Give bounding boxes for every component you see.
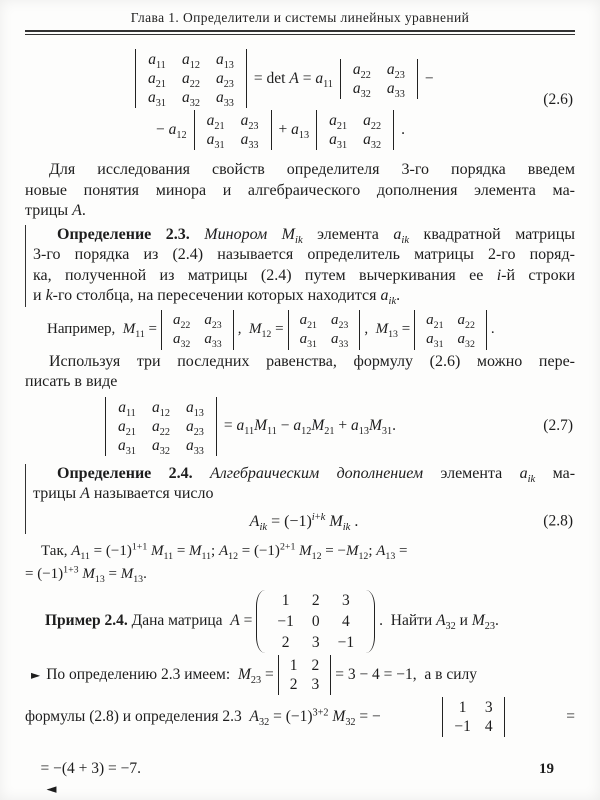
determinant-3x3: $a_{11}$ $a_{12}$ $a_{13}$ $a_{21}$ $a_{22}$ $a_{23}$ $a_{31}$ $a_{32}$ $a_{33}$ (105, 397, 217, 456)
solution-line-3 (25, 739, 575, 800)
solution-line-2 (25, 697, 575, 737)
determinant-minor-12: $a_{21}$ $a_{23}$ $a_{31}$ $a_{33}$ (194, 110, 272, 150)
definition-line: и k-го столбца, на пересечении которых находится $a_{ik}$. (33, 287, 401, 308)
paragraph-line: Используя три последних равенства, формулу (2.6) можно пере- (49, 352, 575, 370)
matrix-A-values: 1 2 3 −1 0 4 2 3 −1 (277, 591, 355, 651)
solution-text: По определению 2.3 имеем: $M_{23}$ = (46, 665, 274, 686)
equation-2-8-formula: $A_{ik} = (-1)^{i+k}$ $M_{ik}$ . (249, 511, 359, 533)
equation-2-6-period: . (401, 121, 405, 138)
definition-2-3-block (25, 225, 575, 307)
cofactor-line: Так, $A_{11} = (-1)^{1+1}$ $M_{11} = M_{11}$; $A_{12} = (-1)^{2+1}$ $M_{12} = -M_{12}$; $A_{13}$ = (41, 541, 408, 562)
determinant-minor-11: $a_{22}$ $a_{23}$ $a_{32}$ $a_{33}$ (340, 59, 418, 99)
cofactor-line: = $(-1)^{1+3}$ $M_{13} = M_{13}$. (25, 564, 147, 585)
intro-paragraph (25, 160, 575, 222)
solution-result: = −(4 + 3) = −7. (40, 759, 145, 777)
equation-number-2-7: (2.7) (543, 417, 573, 434)
minors-sep: , $M_{13}$ = (364, 321, 411, 340)
equation-number-2-6: (2.6) (543, 90, 573, 108)
paragraph-line: трицы A. (25, 202, 86, 219)
equation-2-6-lead2: − $a_{12}$ (156, 121, 187, 142)
minors-intro: Например, $M_{11}$ = (47, 321, 157, 340)
determinant-M13: $a_{21}$ $a_{22}$ $a_{31}$ $a_{32}$ (414, 310, 487, 350)
determinant-M12: $a_{21}$ $a_{23}$ $a_{31}$ $a_{33}$ (288, 310, 361, 350)
minors-period: . (490, 321, 495, 337)
example-task: . Найти $A_{32}$ и $M_{23}$. (379, 612, 499, 633)
solution-text: формулы (2.8) и определения 2.3 $A_{32} = (-1)^{3+2}$ $M_{32}$ = − (25, 706, 381, 728)
equation-2-6-line-2 (153, 110, 575, 150)
definition-line: Определение 2.4. Алгебраическим дополнением элемента $a_{ik}$ ма- (57, 464, 576, 485)
equation-number-2-8: (2.8) (543, 512, 573, 530)
header-rule (25, 30, 575, 35)
minors-example-line (47, 310, 575, 350)
matrix-A-parentheses (256, 590, 375, 653)
definition-line: Определение 2.3. Минором $M_{ik}$ элемента $a_{ik}$ квадратной матрицы (57, 225, 576, 246)
definition-line: ка, полученной из матрицы (2.4) путем вычеркивания ее i-й строки (33, 266, 576, 284)
chapter-header: Глава 1. Определители и системы линейных уравнений (130, 10, 470, 25)
left-parenthesis (256, 590, 266, 653)
solution-text: = (566, 707, 575, 725)
equation-2-6-minus: − (424, 69, 434, 87)
right-parenthesis (365, 590, 375, 653)
solution-start-marker: ► (31, 667, 41, 682)
example-2-4 (45, 590, 575, 653)
equation-2-7-rhs: = $a_{11}M_{11} - a_{12}M_{21} + a_{13}M_{31}$. (223, 417, 396, 438)
paragraph-line: новые понятия минора и алгебраического дополнения элемента ма- (25, 181, 575, 199)
determinant-minor-13: $a_{21}$ $a_{22}$ $a_{31}$ $a_{32}$ (316, 110, 394, 150)
equation-2-6-line-1 (131, 49, 575, 108)
equation-2-6-middle: = $\det A = a_{11}$ (253, 69, 333, 90)
page-number: 19 (539, 761, 554, 777)
paragraph-line: Для исследования свойств определителя 3-го порядка введем (49, 161, 575, 178)
definition-line: трицы A называется число (33, 485, 214, 502)
equation-2-6 (25, 49, 575, 150)
determinant-M11: $a_{22}$ $a_{23}$ $a_{32}$ $a_{33}$ (161, 310, 234, 350)
matrix-a-3x3: $a_{11}$ $a_{12}$ $a_{13}$ $a_{21}$ $a_{22}$ $a_{23}$ $a_{31}$ $a_{32}$ $a_{33}$ (148, 51, 234, 110)
equation-2-8 (33, 509, 575, 534)
example-intro: Пример 2.4. Дана матрица A = (45, 612, 253, 629)
definition-line: 3-го порядка из (2.4) называется определитель матрицы 2-го поряд- (33, 246, 575, 263)
paragraph-line: писать в виде (25, 373, 118, 390)
equation-2-6-plus: + $a_{13}$ (278, 121, 310, 142)
cofactor-examples (25, 540, 575, 586)
determinant-M23: 1 2 2 3 (278, 655, 332, 695)
determinant-M32: 1 3 −1 4 (442, 697, 504, 737)
equation-2-7 (101, 397, 575, 456)
solution-text: = 3 − 4 = −1, а в силу (335, 665, 478, 683)
rewrite-paragraph (25, 352, 575, 393)
solution-end-marker: ◄ (46, 781, 57, 797)
definition-2-4-block (25, 464, 575, 534)
solution-line-1 (25, 655, 575, 695)
determinant-3x3 (135, 49, 247, 108)
minors-sep: , $M_{12}$ = (237, 321, 284, 340)
